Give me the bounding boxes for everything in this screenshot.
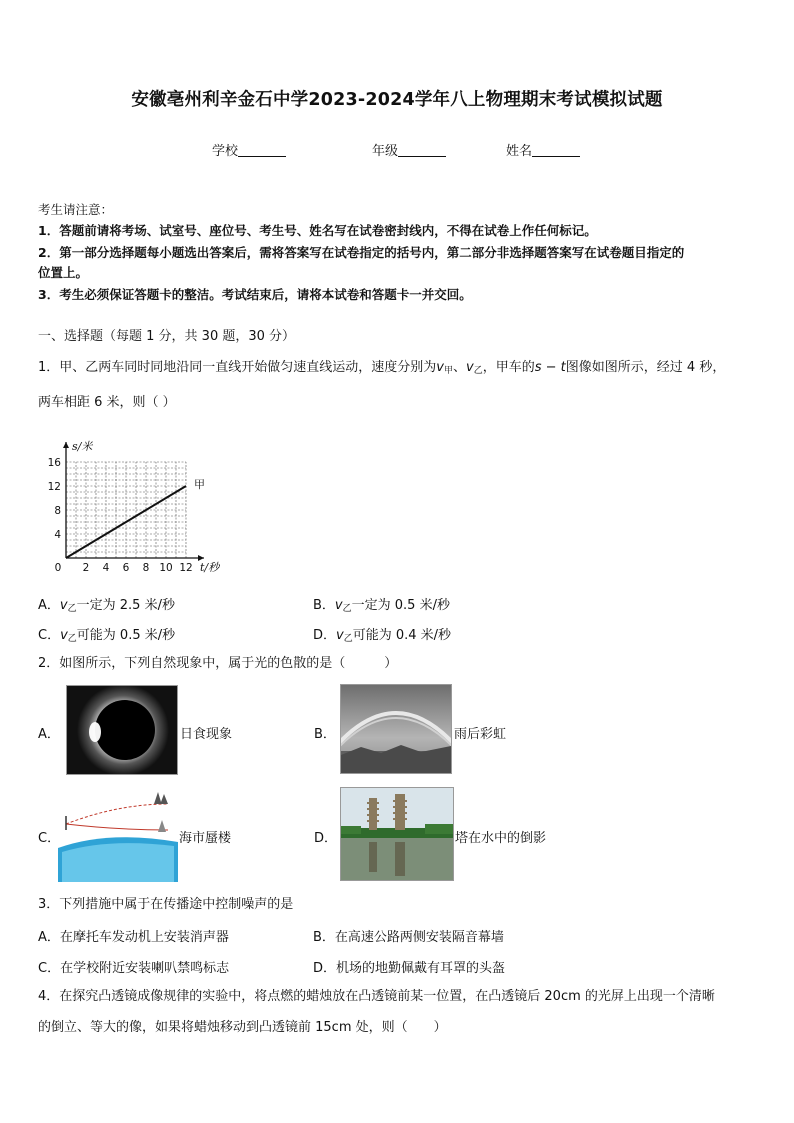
option-label: C． [38, 628, 61, 643]
grade-blank [398, 144, 446, 157]
q1-stem-line1 [38, 358, 725, 381]
q1-option-c[interactable] [38, 624, 175, 644]
option-text: 一定为 2.5 米/秒 [76, 598, 175, 613]
x-tick-label: 6 [122, 562, 130, 574]
sub-jia: 甲 [443, 366, 453, 376]
x-tick-label: 12 [179, 562, 193, 574]
page-title: 安徽亳州利辛金石中学2023-2024学年八上物理期末考试模拟试题 [131, 90, 663, 110]
y-axis-arrow [63, 442, 69, 448]
q2-option-b-text[interactable]: 雨后彩虹 [454, 727, 507, 742]
q1-option-a[interactable] [38, 594, 175, 614]
option-label: B． [313, 598, 335, 613]
y-tick-label: 4 [54, 529, 61, 541]
q3-option-a[interactable] [38, 926, 229, 945]
q2-option-d-text[interactable]: 塔在水中的倒影 [455, 831, 547, 846]
option-label: B． [313, 930, 335, 945]
mirage-image [58, 790, 178, 882]
v-symbol: v [59, 598, 68, 613]
option-text: 在高速公路两侧安装隔音幕墙 [334, 930, 504, 945]
x-tick-label: 2 [82, 562, 90, 574]
q1-option-d[interactable] [313, 624, 451, 644]
st-symbol: s − t [534, 360, 566, 375]
name-blank [532, 144, 580, 157]
sub-yi: 乙 [343, 634, 353, 644]
rainbow-image [340, 684, 452, 774]
chart-xlabel: t/秒 [200, 561, 220, 574]
grade-label: 年级 [372, 144, 399, 159]
chart-axes [63, 442, 204, 561]
y-tick-label: 12 [47, 481, 61, 493]
v-symbol: v [436, 360, 444, 375]
y-tick-label: 16 [47, 457, 61, 469]
x-tick-label: 0 [54, 562, 62, 574]
option-label: C． [38, 961, 61, 976]
q1-sep: 、 [453, 360, 467, 375]
q3-stem: 3．下列措施中属于在传播途中控制噪声的是 [38, 897, 294, 912]
q3-option-c[interactable] [38, 957, 229, 976]
name-label: 姓名 [506, 144, 533, 159]
school-label: 学校 [212, 144, 239, 159]
school-blank [238, 144, 286, 157]
q1-text-b: ，甲车的 [482, 360, 535, 375]
chart-ylabel: s/米 [72, 440, 93, 453]
option-text: 一定为 0.5 米/秒 [351, 598, 450, 613]
sub-yi: 乙 [342, 604, 352, 614]
v-symbol: v [334, 598, 343, 613]
q2-option-a-text[interactable]: 日食现象 [180, 727, 233, 742]
name-field [506, 140, 580, 159]
x-tick-label: 4 [102, 562, 110, 574]
option-label: A． [38, 598, 60, 613]
v-symbol: v [60, 628, 68, 643]
sub-yi: 乙 [473, 366, 483, 376]
pagoda-reflection-image [340, 787, 454, 881]
notice-heading: 考生请注意： [38, 202, 114, 217]
q2-option-d-label[interactable]: D． [314, 831, 338, 846]
chart-series-label: 甲 [194, 478, 205, 491]
q4-stem-line1: 4．在探究凸透镜成像规律的实验中，将点燃的蜡烛放在凸透镜前某一位置，在凸透镜后 20cm 的光屏上出现一个清晰 [38, 989, 715, 1004]
y-tick-label: 8 [54, 505, 61, 517]
q3-option-b[interactable] [313, 926, 504, 945]
notice-item-2: 2．第一部分选择题每小题选出答案后，需将答案写在试卷指定的括号内，第二部分非选择题答案写在试卷题目指定的 [38, 245, 685, 260]
q3-option-d[interactable] [313, 957, 505, 976]
option-text: 在学校附近安装喇叭禁鸣标志 [60, 961, 230, 976]
q2-option-b-label[interactable]: B． [314, 727, 336, 742]
option-text: 在摩托车发动机上安装消声器 [59, 930, 229, 945]
q2-option-c-label[interactable]: C． [38, 831, 61, 846]
q1-option-b[interactable] [313, 594, 450, 614]
grade-field [372, 140, 446, 159]
option-label: D． [313, 961, 337, 976]
q1-st-graph [40, 428, 240, 580]
x-tick-label: 10 [159, 562, 173, 574]
q2-option-c-text[interactable]: 海市蜃楼 [179, 831, 232, 846]
x-tick-label: 8 [142, 562, 150, 574]
option-label: A． [38, 930, 60, 945]
q4-stem-line2: 的倒立、等大的像，如果将蜡烛移动到凸透镜前 15cm 处，则（ ） [38, 1020, 447, 1035]
eclipse-image [66, 685, 178, 775]
option-text: 可能为 0.5 米/秒 [76, 628, 176, 643]
sub-yi: 乙 [67, 634, 77, 644]
option-text: 可能为 0.4 米/秒 [352, 628, 452, 643]
option-label: D． [313, 628, 337, 643]
q2-option-a-label[interactable]: A． [38, 727, 60, 742]
sub-yi: 乙 [67, 604, 77, 614]
q1-stem-line2: 两车相距 6 米，则（ ） [38, 395, 176, 410]
v-symbol: v [466, 360, 474, 375]
section-heading: 一、选择题（每题 1 分，共 30 题，30 分） [38, 329, 296, 344]
notice-item-1: 1．答题前请将考场、试室号、座位号、考生号、姓名写在试卷密封线内，不得在试卷上作任何标记。 [38, 223, 597, 238]
chart-grid [66, 462, 186, 558]
q2-stem: 2．如图所示，下列自然现象中，属于光的色散的是（ ） [38, 656, 398, 671]
option-text: 机场的地勤佩戴有耳罩的头盔 [336, 961, 506, 976]
q1-text-a: 1．甲、乙两车同时同地沿同一直线开始做匀速直线运动，速度分别为 [38, 360, 437, 375]
school-field [212, 140, 286, 159]
notice-item-2-cont: 位置上。 [38, 265, 89, 280]
notice-item-3: 3．考生必须保证答题卡的整洁。考试结束后，请将本试卷和答题卡一并交回。 [38, 287, 472, 302]
v-symbol: v [336, 628, 344, 643]
q1-text-c: 图像如图所示，经过 4 秒， [565, 360, 726, 375]
